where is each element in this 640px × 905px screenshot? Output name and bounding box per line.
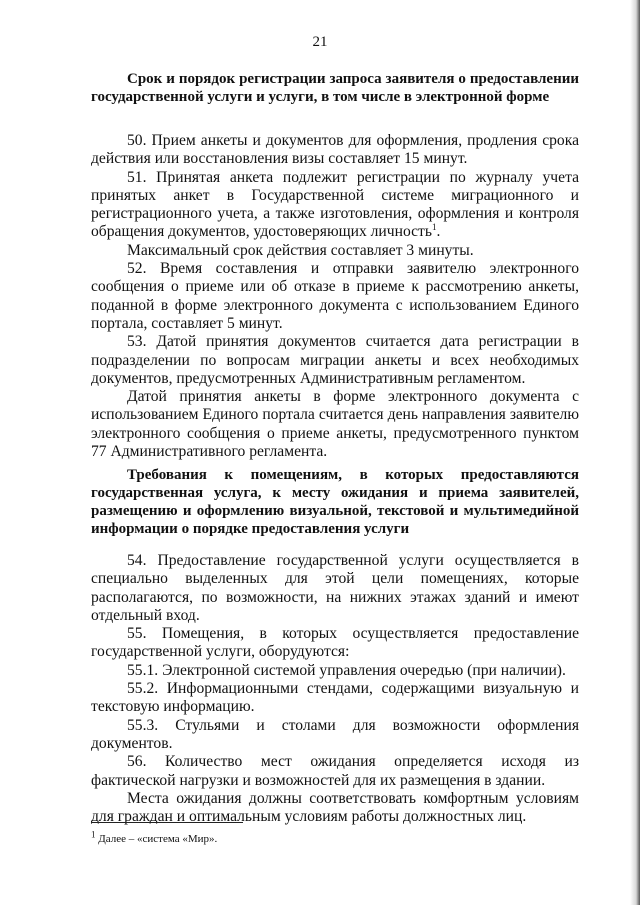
section-body-premises bbox=[91, 552, 579, 826]
footnote-text: Далее – «система «Мир». bbox=[98, 833, 218, 845]
section-heading-text: Срок и порядок регистрации запроса заявителя о предоставлении государственной услуги и услуги, в том числе в электронной форме bbox=[91, 71, 579, 105]
paragraph-52: 52. Время составления и отправки заявителю электронного сообщения о приеме или об отказе в приеме к рассмотрению анкеты, поданной в форме электронного документа с использованием Единого портала, составляет 5 минут. bbox=[91, 260, 579, 332]
section-body-registration bbox=[91, 132, 579, 461]
section-heading-premises bbox=[91, 466, 579, 538]
footnote bbox=[91, 829, 218, 845]
paragraph-56: 56. Количество мест ожидания определяется исходя из фактической нагрузки и возможностей для их размещения в здании. bbox=[91, 753, 579, 789]
footnote-divider bbox=[91, 822, 243, 823]
paragraph-51-text: 51. Принятая анкета подлежит регистрации по журналу учета принятых анкет в Государственной системе миграционного и регистрационного учета, а также изготовления, оформления и контроля обращения документов, удостоверяющих личность bbox=[91, 168, 579, 241]
paragraph-51: 51. Принятая анкета подлежит регистрации по журналу учета принятых анкет в Государственной системе миграционного и регистрационного учета, а также изготовления, оформления и контроля обращения документов, удостоверяющих личность$^1$. bbox=[91, 168, 579, 241]
page-number: 21 bbox=[312, 34, 328, 50]
section-heading-registration bbox=[91, 70, 579, 106]
paragraph-54: 54. Предоставление государственной услуги осуществляется в специально выделенных для этой цели помещениях, которые располагаются, по возможности, на нижних этажах зданий и имеют отдельный вход. bbox=[91, 552, 579, 624]
paragraph-55: 55. Помещения, в которых осуществляется предоставление государственной услуги, оборудуются: bbox=[91, 625, 579, 661]
paragraph-56-waiting: Места ожидания должны соответствовать комфортным условиям для граждан и оптимальным условиям работы должностных лиц. bbox=[91, 789, 579, 826]
paragraph-55-1: 55.1. Электронной системой управления очередью (при наличии). bbox=[127, 661, 566, 679]
footnote-reference: 1 bbox=[431, 222, 437, 233]
paragraph-55-2: 55.2. Информационными стендами, содержащими визуальную и текстовую информацию. bbox=[91, 680, 579, 716]
paragraph-50: 50. Прием анкеты и документов для оформления, продления срока действия или восстановления визы составляет 15 минут. bbox=[91, 132, 579, 168]
paragraph-55-3: 55.3. Стульями и столами для возможности оформления документов. bbox=[91, 716, 579, 752]
paragraph-51-max-time: Максимальный срок действия составляет 3 минуты. bbox=[127, 241, 474, 259]
footnote-mark: 1 bbox=[91, 829, 96, 840]
paragraph-53: 53. Датой принятия документов считается дата регистрации в подразделении по вопросам миграции анкеты и всех необходимых документов, предусмотренных Административным регламентом. bbox=[91, 333, 579, 387]
scan-edge-shadow bbox=[630, 0, 640, 905]
paragraph-53-portal: Датой принятия анкеты в форме электронного документа с использованием Единого портала считается день направления заявителю электронного сообщения о приеме анкеты, предусмотренного пунктом 77 Административного регламента. bbox=[91, 388, 579, 461]
section-heading-text: Требования к помещениям, в которых предоставляются государственная услуга, к месту ожидания и приема заявителей, размещению и оформлению визуальной, текстовой и мультимедийной информации о порядке предоставления услуги bbox=[91, 467, 579, 537]
